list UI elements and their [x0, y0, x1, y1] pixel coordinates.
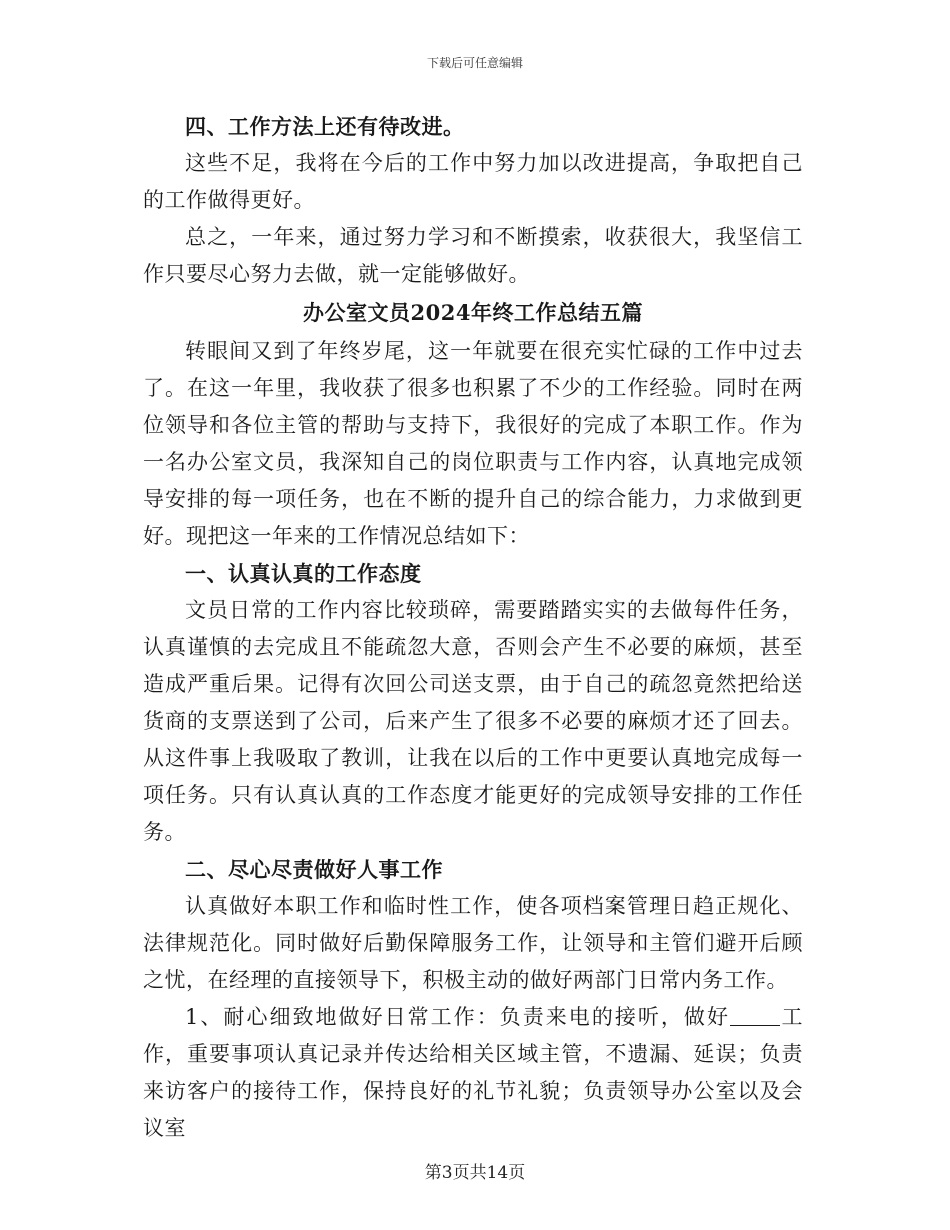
paragraph: 文员日常的工作内容比较琐碎，需要踏踏实实的去做每件任务，认真谨慎的去完成且不能疏忽大意，否则会产生不必要的麻烦，甚至造成严重后果。记得有次回公司送支票，由于自己的疏忽竟然把给送货商的支票送到了公司，后来产生了很多不必要的麻烦才还了回去。从这件事上我吸取了教训，让我在以后的工作中更要认真地完成每一项任务。只有认真认真的工作态度才能更好的完成领导安排的工作任务。: [143, 598, 803, 844]
paragraph-text: 工作，重要事项认真记录并传达给相关区域主管，不遗漏、延误；负责来访客户的接待工作，保持良好的礼节礼貌；负责领导办公室以及会议室: [143, 1005, 804, 1140]
document-title: 办公室文员2024年终工作总结五篇: [303, 300, 643, 325]
section-heading-1: 一、认真认真的工作态度: [185, 561, 422, 586]
document-body: [143, 108, 803, 1147]
section-heading-4: 四、工作方法上还有待改进。: [185, 114, 465, 139]
page-footer: 第3页共14页: [424, 1163, 526, 1183]
paragraph: [143, 999, 803, 1147]
page-header: 下载后可任意编辑: [426, 56, 523, 70]
paragraph: 转眼间又到了年终岁尾，这一年就要在很充实忙碌的工作中过去了。在这一年里，我收获了很多也积累了不少的工作经验。同时在两位领导和各位主管的帮助与支持下，我很好的完成了本职工作。作为一名办公室文员，我深知自己的岗位职责与工作内容，认真地完成领导安排的每一项任务，也在不断的提升自己的综合能力，力求做到更好。现把这一年来的工作情况总结如下：: [143, 339, 803, 548]
fill-in-blank: [730, 1005, 780, 1026]
paragraph: 总之，一年来，通过努力学习和不断摸索，收获很大，我坚信工作只要尽心努力去做，就一定能够做好。: [143, 225, 803, 286]
paragraph: 这些不足，我将在今后的工作中努力加以改进提高，争取把自己的工作做得更好。: [143, 151, 803, 212]
paragraph-text: 1、耐心细致地做好日常工作：负责来电的接听，做好: [185, 1005, 730, 1029]
section-heading-2: 二、尽心尽责做好人事工作: [185, 857, 443, 882]
paragraph: 认真做好本职工作和临时性工作，使各项档案管理日趋正规化、法律规范化。同时做好后勤保障服务工作，让领导和主管们避开后顾之忧，在经理的直接领导下，积极主动的做好两部门日常内务工作。: [143, 894, 803, 992]
